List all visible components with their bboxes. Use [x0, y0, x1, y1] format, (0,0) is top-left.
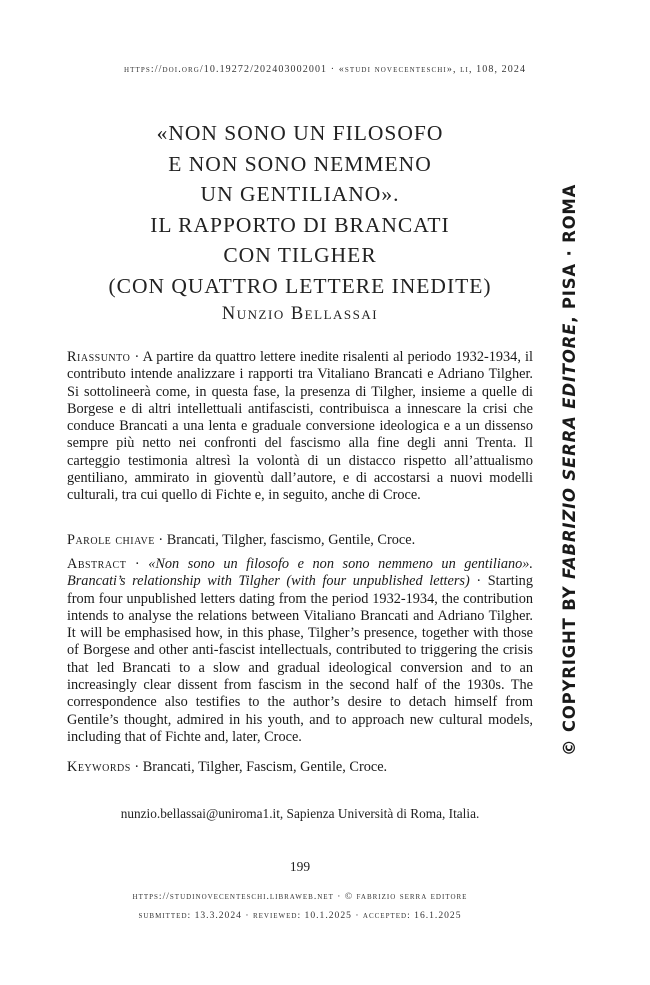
title-line: UN GENTILIANO».: [200, 182, 400, 206]
page-number: 199: [289, 859, 311, 874]
separator: ·: [154, 532, 167, 548]
copyright-notice: [560, 183, 584, 756]
copyright-prefix: © COPYRIGHT BY: [560, 579, 579, 756]
abstract-paragraph: [67, 556, 533, 746]
parole-chiave-paragraph: [67, 532, 533, 549]
author-affiliation: nunzio.bellassai@uniroma1.it, Sapienza Università di Roma, Italia.: [120, 806, 480, 821]
keywords-text: Brancati, Tilgher, Fascism, Gentile, Croce.: [142, 759, 388, 775]
abstract-text: Starting from four unpublished letters dating from the period 1932-1934, the contribution intends to analyse the relations between Vitaliano Brancati and Adriano Tilgher. It will be emphasised how, in this phase, Tilgher’s presence, together with those of Borgese and other anti-fascist intellectuals, contributed to triggering the crisis that led Brancati to a slow and gradual ideological conversion and to an increasingly clear dissent from fascism in the second half of the 1930s. The correspondence also testifies to the author’s desire to detach himself from Gentile’s thought, admired in his youth, and to approach new cultural models, including that of Fichte and, later, Croce.: [67, 573, 533, 745]
abstract-title-italic: «Non sono un filosofo e non sono nemmeno un gentiliano». Brancati’s relationship with Tilgher (with four unpublished letters): [67, 556, 533, 590]
riassunto-label: Riassunto: [67, 349, 131, 365]
citation-header: https://doi.org/10.19272/202403002001 · «studi novecenteschi», li, 108, 2024: [123, 64, 527, 75]
copyright-suffix: , PISA · ROMA: [560, 183, 579, 323]
separator: ·: [130, 349, 143, 365]
copyright-publisher: FABRIZIO SERRA EDITORE: [560, 322, 579, 580]
title-line: IL RAPPORTO DI BRANCATI: [150, 212, 450, 237]
article-title: [60, 118, 540, 301]
journal-footer: https://studinovecenteschi.libraweb.net · © fabrizio serra editore: [132, 891, 468, 902]
separator: ·: [126, 556, 149, 572]
abstract-label: Abstract: [67, 556, 127, 572]
submission-dates: submitted: 13.3.2024 · reviewed: 10.1.2025 · accepted: 16.1.2025: [138, 910, 462, 921]
riassunto-text: A partire da quattro lettere inedite risalenti al periodo 1932-1934, il contributo intende analizzare i rapporti tra Vitaliano Brancati e Adriano Tilgher. Si sottolineerà come, in questa fase, la presenza di Tilgher, insieme a quelle di Borgese e di altri intellettuali antifascisti, contribuisca a innescare la crisi che conduce Brancati a una lenta e graduale conversione ideologica e a un dissenso sempre più netto nei confronti del fascismo alla fine degli anni Trenta. Il carteggio testimonia altresì la volontà di un distacco rispetto all’attualismo gentiliano, ammirato in gioventù dall’autore, e di accostarsi a nuovi modelli culturali, tra cui quello di Fichte e, in seguito, anche di Croce.: [67, 349, 533, 504]
keywords-paragraph: [67, 759, 533, 776]
parole-chiave-text: Brancati, Tilgher, fascismo, Gentile, Croce.: [166, 532, 416, 548]
riassunto-paragraph: [67, 349, 533, 505]
title-line: CON TILGHER: [223, 243, 377, 267]
author-name: Nunzio Bellassai: [221, 304, 379, 324]
parole-chiave-label: Parole chiave: [67, 532, 155, 548]
separator: ·: [130, 759, 143, 775]
title-line: «NON SONO UN FILOSOFO: [156, 121, 444, 145]
keywords-label: Keywords: [67, 759, 131, 775]
title-line: (CON QUATTRO LETTERE INEDITE): [108, 273, 492, 298]
title-line: E NON SONO NEMMENO: [168, 151, 432, 176]
separator: ·: [469, 573, 488, 590]
